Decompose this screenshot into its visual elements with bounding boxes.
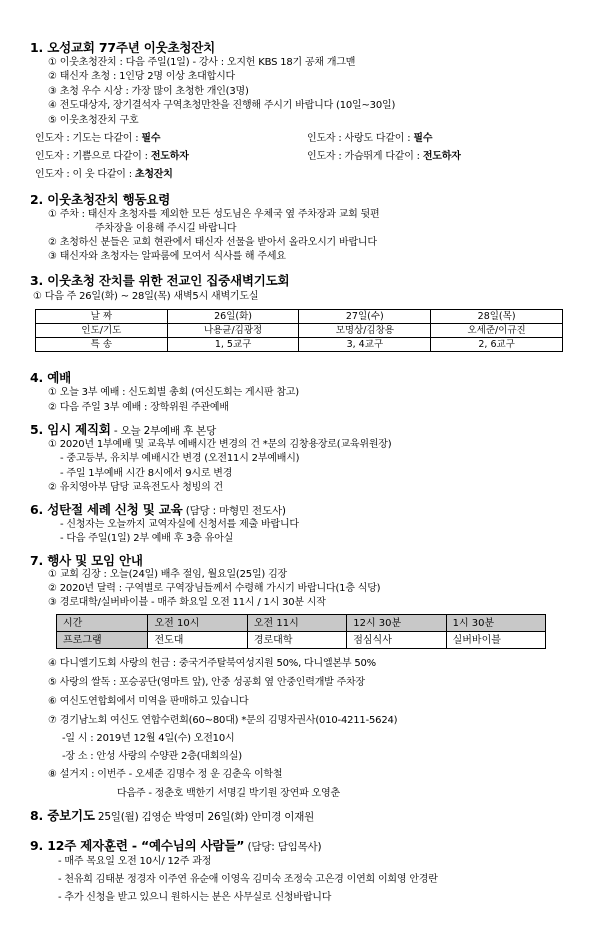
section-8-heading: 8. 중보기도 — [30, 808, 95, 823]
s7-item-7b: -장 소 : 안성 사랑의 수양관 2층(대회의실) — [62, 751, 242, 762]
table-cell: 실버바이블 — [446, 632, 545, 649]
slogan-response: 필수 — [141, 133, 161, 144]
table-cell: 점심식사 — [347, 632, 446, 649]
table-cell: 27일(수) — [299, 310, 431, 324]
section-6-heading: 6. 성탄절 세례 신청 및 교육 — [30, 502, 183, 517]
s7-item-8a: 다음주 - 정춘호 백한기 서명길 박기원 장연파 오영춘 — [117, 788, 340, 799]
table-cell: 1시 30분 — [446, 615, 545, 632]
s7-item-1: ① 교회 김장 : 오늘(24일) 배추 절임, 월요일(25일) 김장 — [48, 569, 288, 580]
senior-program-table — [56, 614, 546, 649]
table-cell: 날 짜 — [36, 310, 168, 324]
table-cell: 프로그램 — [57, 632, 148, 649]
slogan-lead: 인도자 : 이 웃 다같이 : — [35, 169, 135, 180]
s7-item-7: ⑦ 경기남노회 여신도 연합수련회(60~80대) *문의 김명자권사(010-4211-5624) — [48, 715, 398, 726]
s7-item-2: ② 2020년 달력 : 구역별로 구역장님들께서 수령해 가시기 바랍니다(1층 식당) — [48, 583, 381, 594]
section-9-heading: 9. 12주 제자훈련 - “예수님의 사람들” — [30, 838, 245, 853]
section-5-heading: 5. 임시 제직회 — [30, 422, 111, 437]
table-cell: 인도/기도 — [36, 324, 168, 338]
table-header-row — [36, 310, 563, 324]
slogan-1-right — [307, 133, 432, 145]
s6-item-1: - 신청자는 오늘까지 교역자실에 신청서를 제출 바랍니다 — [60, 519, 299, 530]
table-cell: 경로대학 — [247, 632, 346, 649]
s1-item-2: ② 태신자 초청 : 1인당 2명 이상 초대합시다 — [48, 71, 236, 82]
s9-item-3: - 추가 신청을 받고 있으니 원하시는 분은 사무실로 신청바랍니다 — [58, 892, 332, 903]
table-cell: 26일(화) — [167, 310, 299, 324]
section-1-title: 1. 오성교회 77주년 이웃초청잔치 — [30, 40, 215, 55]
section-8-title — [30, 806, 314, 824]
table-row — [57, 632, 546, 649]
section-8-text: 25일(월) 김영순 박영미 26일(화) 안미경 이재원 — [94, 811, 315, 823]
table-cell: 특 송 — [36, 338, 168, 352]
s9-item-1: - 매주 목요일 오전 10시/ 12주 과정 — [58, 856, 212, 867]
table-row — [36, 338, 563, 352]
slogan-response: 초청잔치 — [134, 169, 173, 180]
s1-item-3: ③ 초청 우수 시상 : 가장 많이 초청한 개인(3명) — [48, 86, 249, 97]
s1-item-1: ① 이웃초청잔치 : 다음 주일(1일) - 강사 : 오지헌 KBS 18기 공채 개그맨 — [48, 57, 356, 68]
slogan-response: 전도하자 — [422, 151, 461, 162]
section-2-title: 2. 이웃초청잔치 행동요령 — [30, 192, 171, 207]
s4-item-2: ② 다음 주일 3부 예배 : 장학위원 주관예배 — [48, 402, 229, 413]
table-cell: 2, 6교구 — [431, 338, 563, 352]
section-5-subheading: - 오늘 2부예배 후 본당 — [110, 425, 217, 437]
s2-item-1-cont: 주차장을 이용해 주시길 바랍니다 — [95, 223, 237, 234]
table-cell: 전도대 — [148, 632, 247, 649]
slogan-lead: 인도자 : 기도는 다같이 : — [35, 133, 142, 144]
s7-item-5: ⑤ 사랑의 쌀독 : 포승공단(영마트 앞), 안중 성공회 옆 안중인력개발 주차장 — [48, 677, 365, 688]
section-7-title: 7. 행사 및 모임 안내 — [30, 553, 143, 568]
s7-item-4: ④ 다니엘기도회 사랑의 헌금 : 중국거주탈북여성지원 50%, 다니엘본부 50% — [48, 658, 376, 669]
prayer-schedule-table — [35, 309, 563, 352]
table-cell: 28일(목) — [431, 310, 563, 324]
s5-item-1: ① 2020년 1부예배 및 교육부 예배시간 변경의 건 *문의 김창용장로(교육위원장) — [48, 439, 392, 450]
s2-item-1: ① 주차 : 태신자 초청자를 제외한 모든 성도님은 우체국 옆 주차장과 교회 뒷편 — [48, 209, 380, 220]
table-cell: 오전 11시 — [247, 615, 346, 632]
slogan-2-right — [307, 151, 461, 163]
s5-item-1b: - 주일 1부예배 시간 8시에서 9시로 변경 — [60, 468, 233, 479]
s4-item-1: ① 오늘 3부 예배 : 신도회별 총회 (여신도회는 게시판 참고) — [48, 387, 299, 398]
section-9-subheading: (담당: 담임목사) — [244, 841, 322, 853]
section-4-title: 4. 예배 — [30, 370, 71, 385]
table-cell: 12시 30분 — [347, 615, 446, 632]
s3-intro: ① 다음 주 26일(화) ~ 28일(목) 새벽5시 새벽기도실 — [33, 291, 259, 302]
slogan-lead: 인도자 : 기쁨으로 다같이 : — [35, 151, 151, 162]
slogan-lead: 인도자 : 사랑도 다같이 : — [307, 133, 414, 144]
slogan-3-left — [35, 169, 173, 181]
s6-item-2: - 다음 주일(1일) 2부 예배 후 3층 유아실 — [60, 533, 234, 544]
slogan-1-left — [35, 133, 160, 145]
table-cell: 시간 — [57, 615, 148, 632]
s7-item-3: ③ 경로대학/실버바이블 - 매주 화요일 오전 11시 / 1시 30분 시작 — [48, 597, 326, 608]
slogan-2-left — [35, 151, 189, 163]
table-cell: 오전 10시 — [148, 615, 247, 632]
table-cell: 1, 5교구 — [167, 338, 299, 352]
s7-item-6: ⑥ 여신도연합회에서 미역을 판매하고 있습니다 — [48, 696, 249, 707]
slogan-response: 필수 — [413, 133, 433, 144]
s2-item-3: ③ 태신자와 초청자는 알파룸에 모여서 식사를 해 주세요 — [48, 251, 286, 262]
table-cell: 오세준/이규진 — [431, 324, 563, 338]
section-9-title — [30, 836, 321, 854]
s1-item-4: ④ 전도대상자, 장기결석자 구역초청만찬을 진행해 주시기 바랍니다 (10일~30일) — [48, 100, 396, 111]
table-row — [36, 324, 563, 338]
s7-item-7a: -일 시 : 2019년 12월 4일(수) 오전10시 — [62, 733, 235, 744]
s5-item-2: ② 유치영아부 담당 교육전도사 청빙의 건 — [48, 482, 224, 493]
s5-item-1a: - 중고등부, 유치부 예배시간 변경 (오전11시 2부예배시) — [60, 453, 300, 464]
table-cell: 나용균/김광정 — [167, 324, 299, 338]
s9-item-2: - 천유희 김태분 정경자 이주연 유순애 이영옥 김미숙 조정숙 고은경 이연희 이희영 안경란 — [58, 874, 438, 885]
slogan-response: 전도하자 — [150, 151, 189, 162]
table-cell: 모명상/김창용 — [299, 324, 431, 338]
s7-item-8: ⑧ 설거지 : 이번주 - 오세준 김명수 정 운 김춘옥 이학철 — [48, 769, 283, 780]
table-row — [57, 615, 546, 632]
section-5-title — [30, 420, 216, 438]
table-cell: 3, 4교구 — [299, 338, 431, 352]
section-6-title — [30, 500, 286, 518]
slogan-lead: 인도자 : 가슴뛰게 다같이 : — [307, 151, 423, 162]
section-3-title: 3. 이웃초청 잔치를 위한 전교인 집중새벽기도회 — [30, 273, 290, 288]
s1-item-5: ⑤ 이웃초청잔치 구호 — [48, 115, 139, 126]
s2-item-2: ② 초청하신 분들은 교회 현관에서 태신자 선물을 받아서 올라오시기 바랍니다 — [48, 237, 377, 248]
section-6-subheading: (담당 : 마형민 전도사) — [182, 505, 286, 517]
